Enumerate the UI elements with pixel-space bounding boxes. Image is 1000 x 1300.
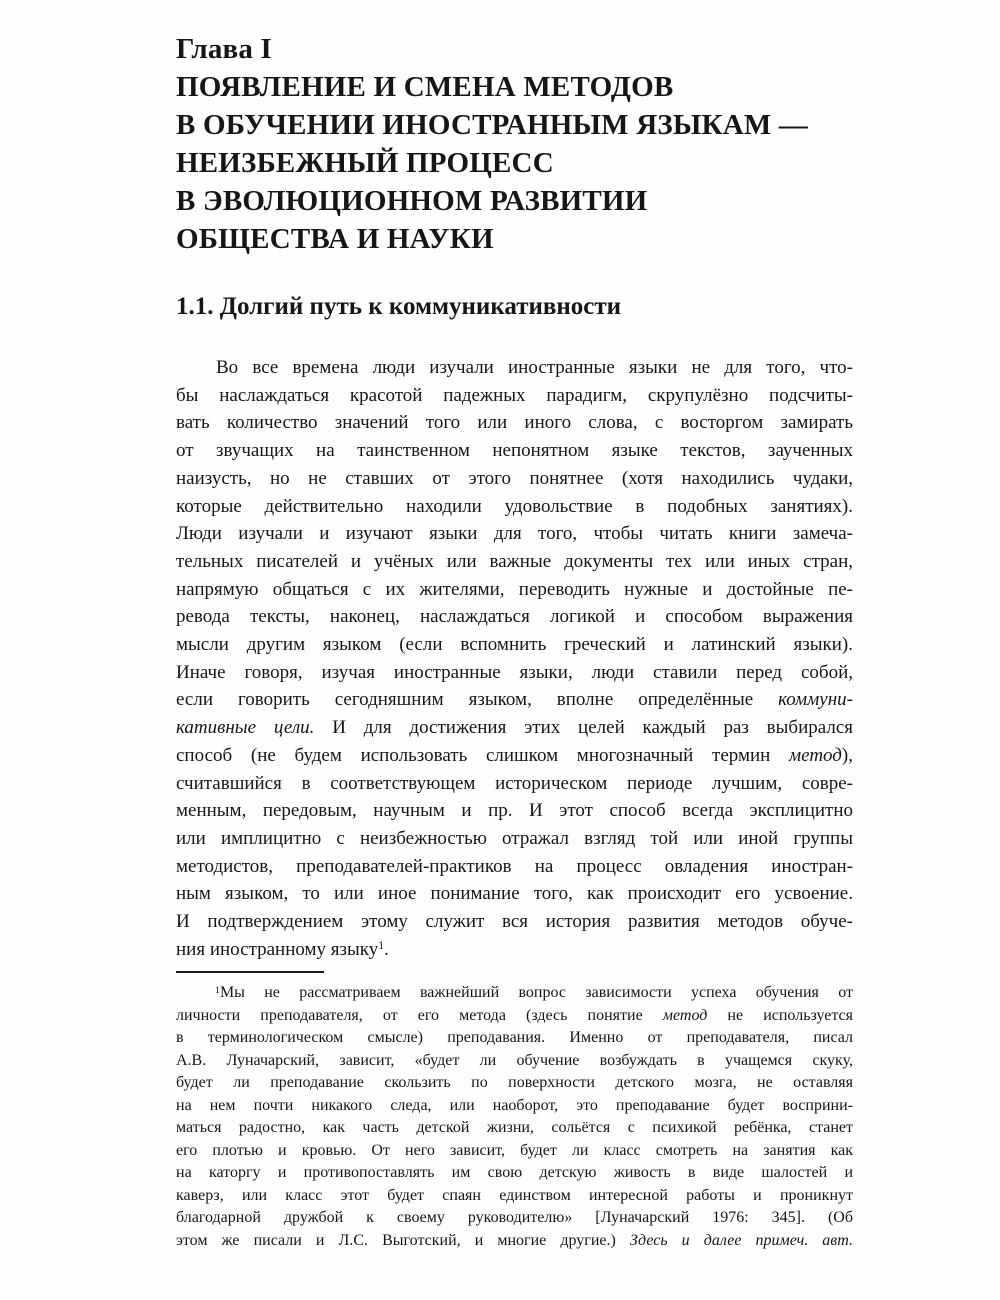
body-line: от звучащих на таинственном непонятном языке текстов, заученных [176,440,853,462]
body-line: если говорить сегодняшним языком, вполне определённые коммуни- [176,689,853,711]
body-line: вать количество значений того или иного слова, с восторгом замирать [176,412,853,434]
body-line: бы наслаждаться красотой падежных парадигм, скрупулёзно подсчиты- [176,384,853,406]
body-line: или имплицитно с неизбежностью отражал взгляд той или иной группы [176,827,853,849]
chapter-title-line: ОБЩЕСТВА И НАУКИ [176,223,494,255]
body-line: наизусть, но не ставших от этого понятнее (хотя находились чудаки, [176,467,853,489]
footnote-line: благодарной дружбой к своему руководителю» [Луначарский 1976: 345]. (Об [176,1209,853,1227]
body-line: методистов, преподавателей-практиков на процесс овладения иностран- [176,855,853,877]
footnote-line: личности преподавателя, от его метода (здесь понятие метод не используется [176,1006,854,1024]
body-line: мысли другим языком (если вспомнить греческий и латинский языки). [176,634,853,656]
body-paragraph [176,354,853,963]
footnote-line: его плотью и кровью. От него зависит, будет ли класс смотреть на занятия как [176,1141,853,1159]
body-line: кативные цели. И для достижения этих целей каждый раз выбирался [176,717,854,739]
body-line: Во все времена люди изучали иностранные языки не для того, что- [216,357,853,378]
chapter-title-line: НЕИЗБЕЖНЫЙ ПРОЦЕСС [176,147,554,179]
chapter-title-line: ПОЯВЛЕНИЕ И СМЕНА МЕТОДОВ [176,71,674,103]
body-line: ным языком, то или иное понимание того, как происходит его усвоение. [176,883,853,905]
body-line: тельных писателей и учёных или важные документы тех или иных стран, [176,550,853,572]
body-line: ния иностранному языку$^1$. [176,938,389,960]
body-line: И подтверждением этому служит вся история развития методов обуче- [176,911,853,933]
chapter-title [176,68,853,258]
footnote-line: в терминологическом смысле) преподавания. Именно от преподавателя, писал [176,1029,853,1047]
footnote-line: этом же писали и Л.С. Выготский, и многие другие.) Здесь и далее примеч. авт. [176,1231,854,1249]
body-line: считавшийся в соответствующем историческом периоде лучшим, совре- [176,772,853,794]
body-line: напрямую общаться с их жителями, переводить нужные и достойные пе- [176,578,853,600]
body-line: Люди изучали и изучают языки для того, чтобы читать книги замеча- [176,523,853,545]
section-heading: 1.1. Долгий путь к коммуникативности [176,293,622,320]
body-line: менным, передовым, научным и пр. И этот способ всегда эксплицитно [176,800,853,822]
chapter-title-line: В ЭВОЛЮЦИОННОМ РАЗВИТИИ [176,185,648,217]
chapter-label: Глава I [176,33,273,65]
footnote-line: маться радостно, как часть детской жизни, сольётся с психикой ребёнка, станет [176,1119,853,1137]
footnote-separator [176,971,324,973]
footnote [176,982,853,1252]
footnote-line: $^1$Мы не рассматриваем важнейший вопрос зависимости успеха обучения от [215,984,853,1002]
chapter-title-line: В ОБУЧЕНИИ ИНОСТРАННЫМ ЯЗЫКАМ — [176,109,809,141]
body-line: способ (не будем использовать слишком многозначный термин метод), [176,744,853,766]
chapter-heading [176,30,853,258]
body-line: которые действительно находили удовольствие в подобных занятиях). [176,495,853,517]
body-line: Иначе говоря, изучая иностранные языки, люди ставили перед собой, [176,661,853,683]
body-line: ревода тексты, наконец, наслаждаться логикой и способом выражения [176,606,853,628]
footnote-line: А.В. Луначарский, зависит, «будет ли обучение возбуждать в учащемся скуку, [176,1051,853,1069]
footnote-line: на каторгу и противопоставлять им свою детскую живость в виде шалостей и [176,1164,853,1182]
footnote-line: каверз, или класс этот будет спаян единством интересной работы и проникнут [176,1186,853,1204]
footnote-line: на нем почти никакого следа, или наоборот, это преподавание будет восприни- [176,1096,853,1114]
footnote-line: будет ли преподавание скользить по поверхности детского мозга, не оставляя [176,1074,853,1092]
